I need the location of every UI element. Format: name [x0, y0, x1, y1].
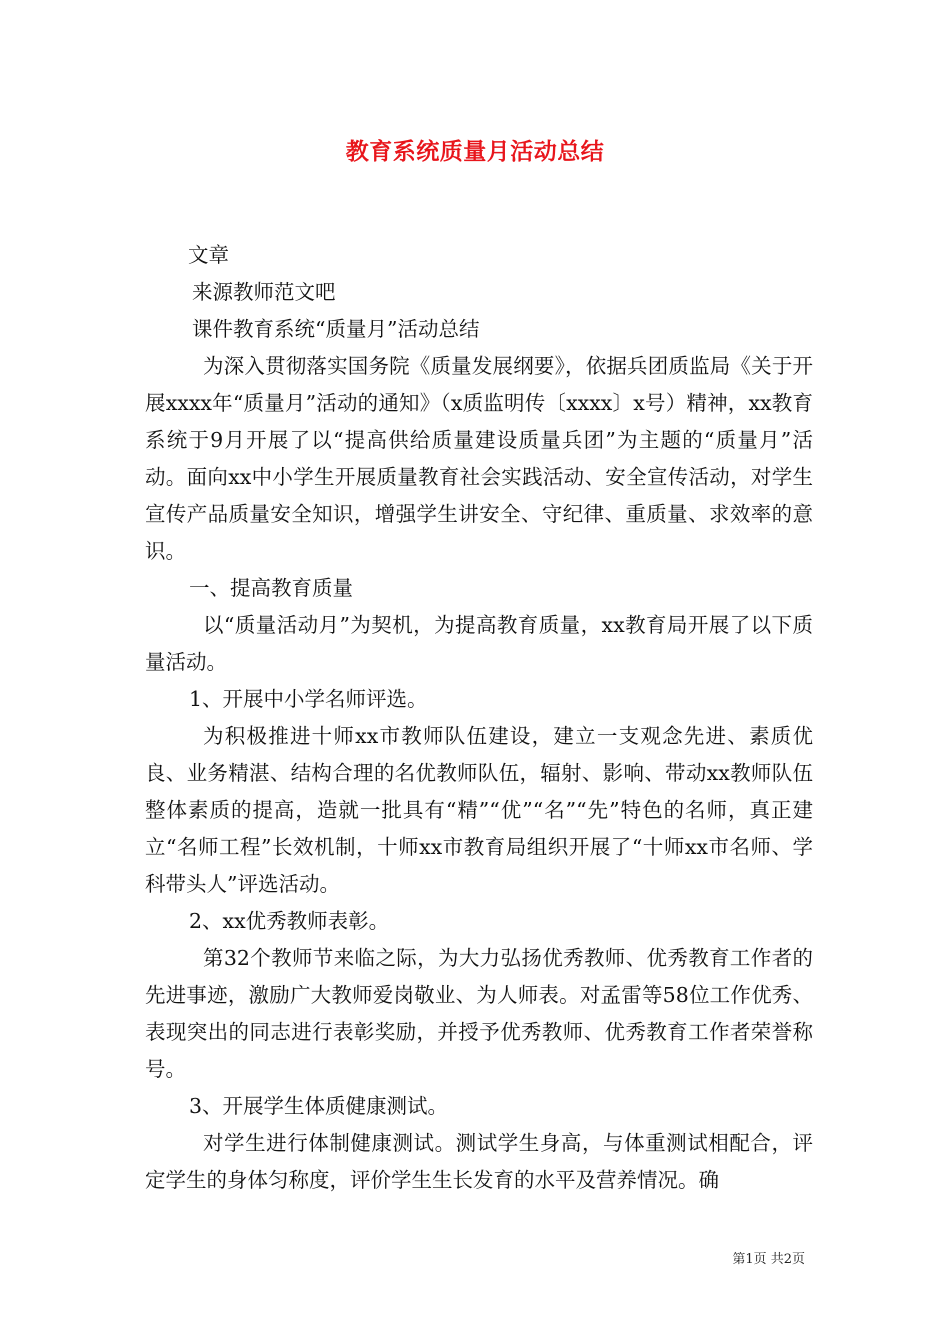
item-heading-2: 2、xx优秀教师表彰。: [189, 909, 390, 933]
subtitle-line: 课件教育系统“质量月”活动总结: [192, 317, 480, 341]
document-title: 教育系统质量月活动总结: [345, 139, 605, 165]
item-heading-1: 1、开展中小学名师评选。: [189, 687, 428, 711]
item-heading-3: 3、开展学生体质健康测试。: [189, 1094, 449, 1118]
page-number: 第1页 共2页: [732, 1252, 805, 1267]
source-line-article: 文章: [188, 243, 229, 267]
section-1-paragraph: 以“质量活动月”为契机，为提高教育质量，xx教育局开展了以下质量活动。: [145, 613, 813, 674]
source-line-origin: 来源教师范文吧: [192, 280, 336, 304]
section-heading-1: 一、提高教育质量: [189, 576, 353, 600]
item-3-paragraph: 对学生进行体制健康测试。测试学生身高，与体重测试相配合，评定学生的身体匀称度，评价学生生长发育的水平及营养情况。确: [145, 1131, 813, 1192]
item-1-paragraph: 为积极推进十师xx市教师队伍建设，建立一支观念先进、素质优良、业务精湛、结构合理的名优教师队伍，辐射、影响、带动xx教师队伍整体素质的提高，造就一批具有“精”“优”“名”“先”特色的名师，真正建立“名师工程”长效机制，十师xx市教育局组织开展了“十师xx市名师、学科带头人”评选活动。: [145, 724, 813, 896]
document-body: [145, 237, 813, 1199]
intro-paragraph: 为深入贯彻落实国务院《质量发展纲要》，依据兵团质监局《关于开展xxxx年“质量月”活动的通知》（x质监明传〔xxxx〕x号）精神，xx教育系统于9月开展了以“提高供给质量建设质量兵团”为主题的“质量月”活动。面向xx中小学生开展质量教育社会实践活动、安全宣传活动，对学生宣传产品质量安全知识，增强学生讲安全、守纪律、重质量、求效率的意识。: [145, 354, 813, 563]
item-2-paragraph: 第32个教师节来临之际，为大力弘扬优秀教师、优秀教育工作者的先进事迹，激励广大教师爱岗敬业、为人师表。对孟雷等58位工作优秀、表现突出的同志进行表彰奖励，并授予优秀教师、优秀教育工作者荣誉称号。: [145, 946, 813, 1081]
